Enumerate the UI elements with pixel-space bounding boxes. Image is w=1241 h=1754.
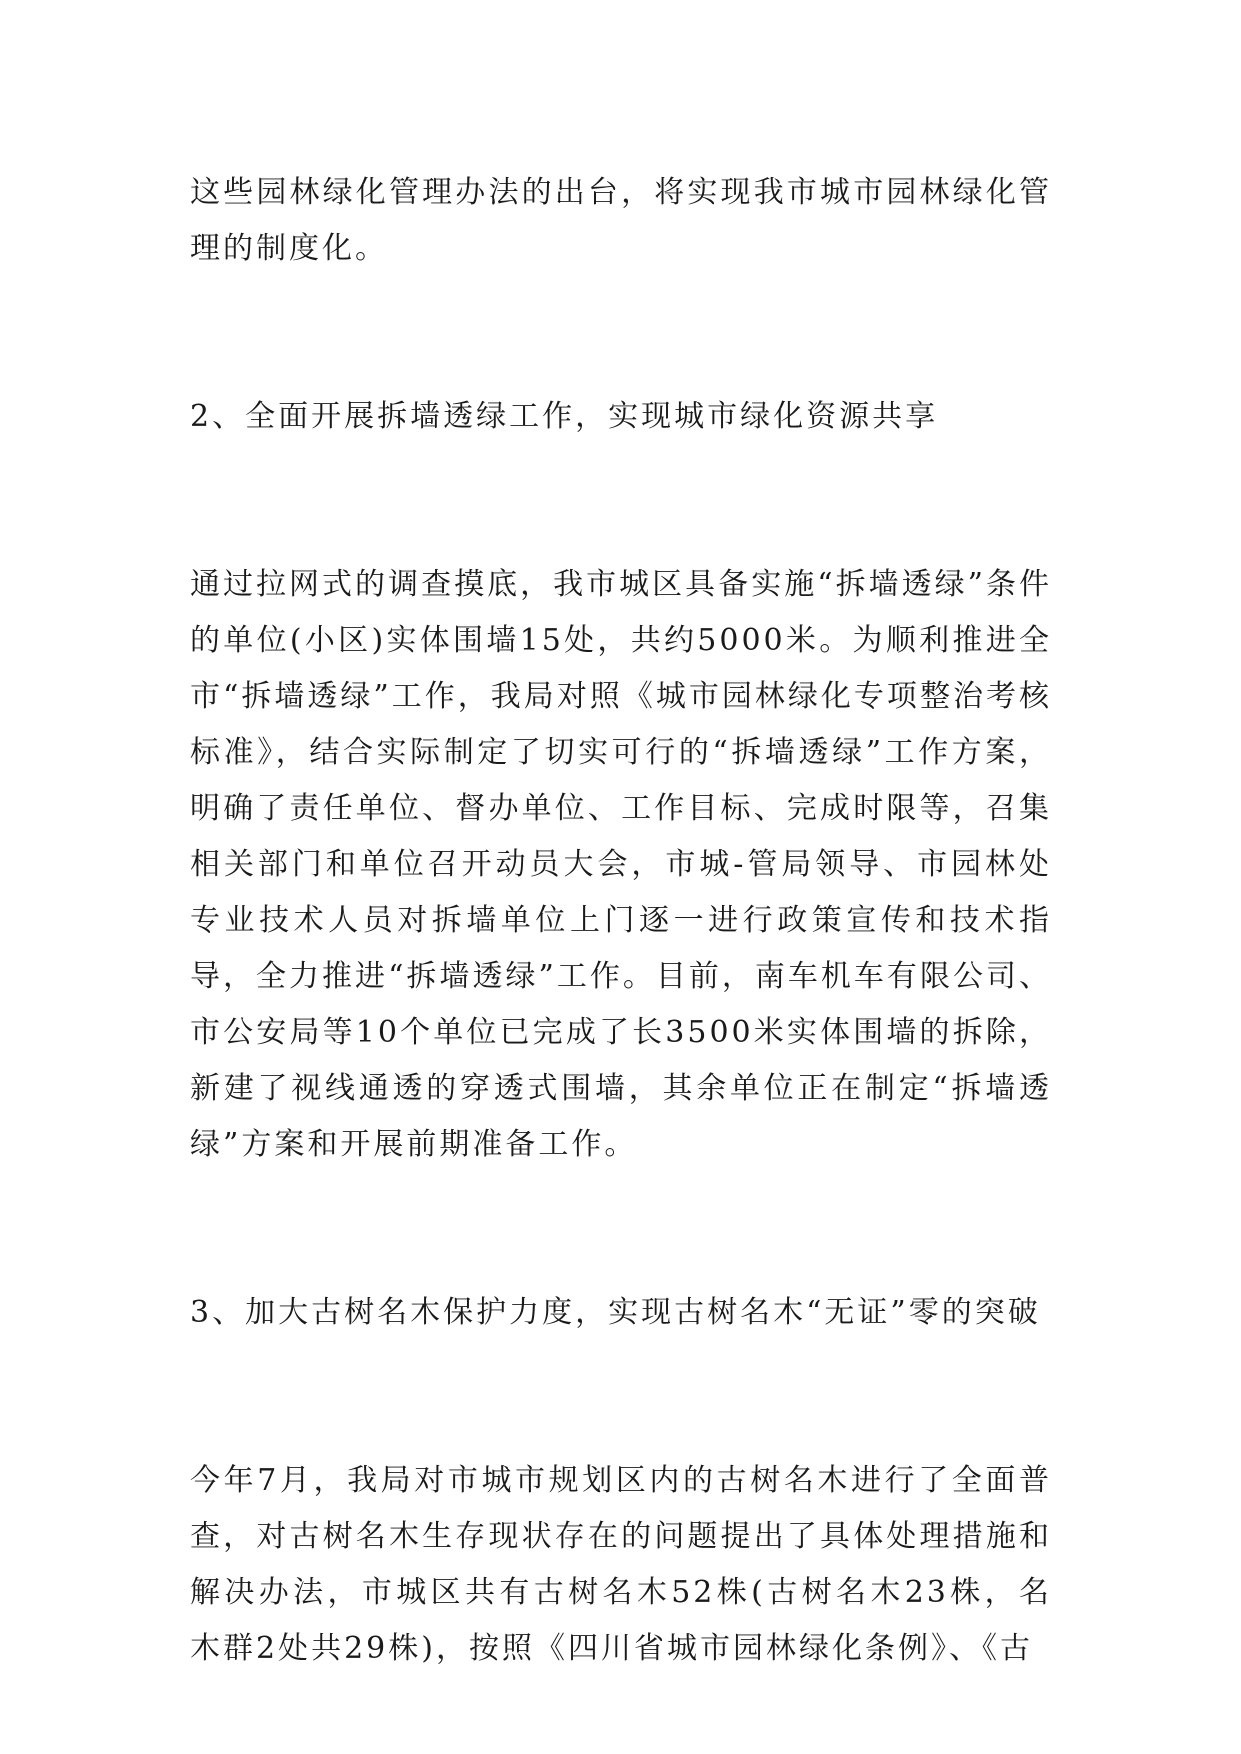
section-heading-wall-removal: 2、全面开展拆墙透绿工作，实现城市绿化资源共享 bbox=[190, 399, 939, 434]
paragraph-spacer bbox=[190, 1341, 1052, 1453]
paragraph-ancient-trees-survey: 今年7月，我局对市城市规划区内的古树名木进行了全面普查，对古树名木生存现状存在的问题提出了具体处理措施和解决办法，市城区共有古树名木52株(古树名木23株，名木群2处共29株)，按照《四川省城市园林绿化条例》、《古 bbox=[190, 1463, 1052, 1666]
paragraph-management-measures: 这些园林绿化管理办法的出台，将实现我市城市园林绿化管理的制度化。 bbox=[190, 175, 1052, 266]
paragraph-spacer bbox=[190, 277, 1052, 389]
paragraph-wall-removal-details: 通过拉网式的调查摸底，我市城区具备实施“拆墙透绿”条件的单位(小区)实体围墙15处，共约5000米。为顺利推进全市“拆墙透绿”工作，我局对照《城市园林绿化专项整治考核标准》，结合实际制定了切实可行的“拆墙透绿”工作方案，明确了责任单位、督办单位、工作目标、完成时限等，召集相关部门和单位召开动员大会，市城-管局领导、市园林处专业技术人员对拆墙单位上门逐一进行政策宣传和技术指导，全力推进“拆墙透绿”工作。目前，南车机车有限公司、市公安局等10个单位已完成了长3500米实体围墙的拆除，新建了视线通透的穿透式围墙，其余单位正在制定“拆墙透绿”方案和开展前期准备工作。 bbox=[190, 567, 1052, 1162]
paragraph-spacer bbox=[190, 445, 1052, 557]
section-heading-ancient-trees: 3、加大古树名木保护力度，实现古树名木“无证”零的突破 bbox=[190, 1295, 1041, 1330]
document-body bbox=[190, 165, 1052, 1677]
paragraph-spacer bbox=[190, 1173, 1052, 1285]
